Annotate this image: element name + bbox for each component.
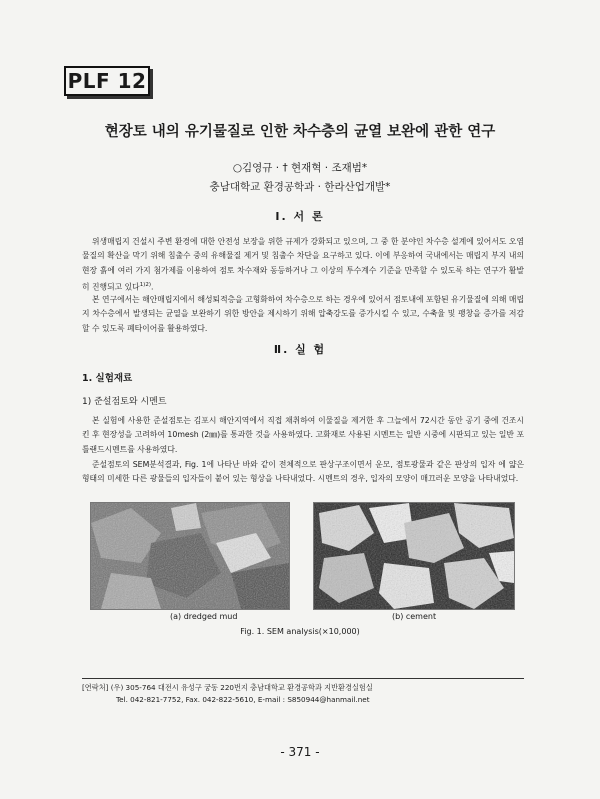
contact-details: Tel. 042-821-7752, Fax. 042-822-5610, E-mail : S850944@hanmail.net: [116, 695, 370, 704]
figure-label-b: (b) cement: [392, 612, 437, 621]
experiment-paragraph-2: 준설점토의 SEM분석결과, Fig. 1에 나타난 바와 같이 전체적으로 판상구조이면서 운모, 점토광물과 같은 판상의 입자 에 얇은 형태의 미세한 다른 광물들의 입자들이 붙어 있는 형상을 나타내었다. 시멘트의 경우, 입자의 모양이 매끄러운 모양을 나타내었다.: [82, 460, 524, 484]
figure-caption: Fig. 1. SEM analysis(×10,000): [240, 627, 360, 636]
contact-address: [연락처] (우) 305-764 대전시 유성구 궁동 220번지 충남대학교 환경공학과 지반환경실험실: [82, 683, 373, 692]
intro-para1-ref: 1)2): [139, 282, 151, 289]
intro-heading: Ⅰ. 서 론: [275, 210, 325, 223]
experiment-paragraph-1: 본 실험에 사용한 준설점토는 김포시 해안지역에서 직접 채취하여 이물질을 제거한 후 그늘에서 72시간 동안 공기 중에 건조시킨 후 현장성을 고려하여 10mesh (2㎜)를 통과한 것을 사용하였다. 고화재로 사용된 시멘트는 일반 시중에 시판되고 있는 일반 포틀랜드시멘트를 사용하였다.: [82, 416, 524, 454]
sem-image-cement: [313, 502, 515, 610]
paper-title: 현장토 내의 유기물질로 인한 차수층의 균열 보완에 관한 연구: [104, 124, 496, 140]
author-block: [0, 159, 600, 197]
intro-paragraph-1: [82, 235, 524, 295]
footer-divider: [82, 678, 524, 679]
subsection-materials: 1. 실험재료: [82, 373, 133, 384]
contact-footer: [82, 682, 542, 706]
subsubsection-clay-cement: 1) 준설점토와 시멘트: [82, 397, 167, 407]
sem-image-dredged-mud: [90, 502, 290, 610]
intro-paragraph-2: 본 연구에서는 해안매립지에서 해성퇴적층을 고형화하여 차수층으로 하는 경우에 있어서 점토내에 포함된 유기물질에 의해 매립지 차수층에서 발생되는 균열을 보완하기 위한 방안을 제시하기 위해 압축강도를 증가시킬 수 있고, 수축율 및 팽창을 증가를 저감할 수 있도록 폐타이어를 활용하였다.: [82, 295, 524, 333]
author-affiliations: 충남대학교 환경공학과 · 한라산업개발*: [209, 181, 391, 193]
session-code: PLF 12: [64, 66, 150, 96]
intro-para1-end: .: [150, 282, 154, 292]
author-names: ○김영규 · † 현재혁 · 조재범*: [232, 162, 368, 174]
experiment-heading: Ⅱ. 실 험: [273, 343, 327, 356]
page-number: - 371 -: [280, 745, 320, 759]
intro-para1-text: 위생매립지 건설시 주변 환경에 대한 안전성 보장을 위한 규제가 강화되고 있으며, 그 중 한 분야인 차수층 설계에 있어서도 오염물질의 확산을 막기 위해 침출수 중의 유해물질 제거 및 침출수 차단을 요구하고 있다. 이에 부응하여 국내에서는 매립지 부지 내의 현장 흙에 여러 가지 첨가제를 이용하여 점토 차수재와 동등하거나 그 이상의 투수계수 기준을 만족할 수 있도록 하는 연구가 활발히 진행되고 있다: [82, 237, 524, 292]
figure-label-a: (a) dredged mud: [170, 612, 238, 621]
